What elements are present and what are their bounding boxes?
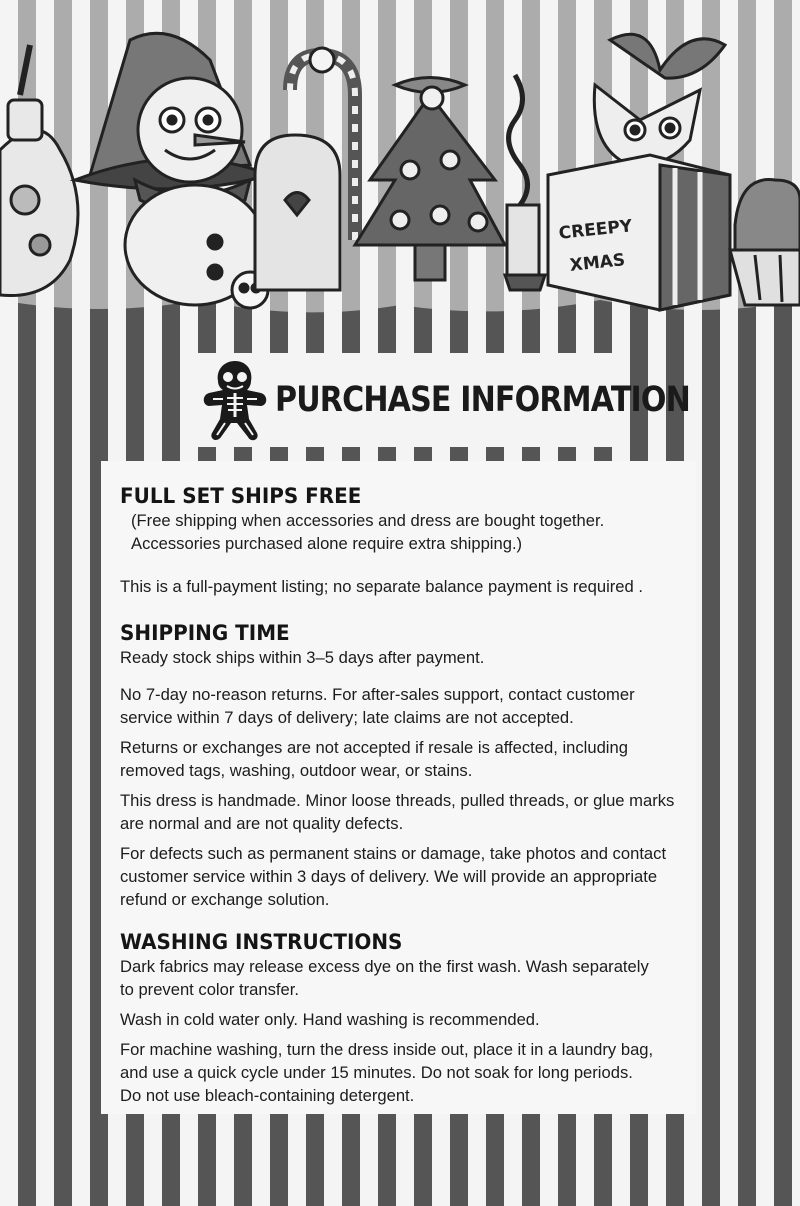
header-illustration	[0, 0, 800, 330]
page-title: PURCHASE INFORMATION	[274, 380, 690, 420]
returns-line1: No 7-day no-reason returns. For after-sales support, contact customer	[120, 685, 635, 704]
skeleton-gingerbread-icon	[201, 357, 269, 443]
cupcake-icon	[730, 180, 800, 305]
tombstone-icon	[255, 135, 340, 290]
handmade-line2: are normal and are not quality defects.	[120, 814, 404, 833]
shipping-free-title: FULL SET SHIPS FREE	[120, 484, 362, 508]
handmade-line1: This dress is handmade. Minor loose threads, pulled threads, or glue marks	[120, 791, 675, 810]
returns-line2: service within 7 days of delivery; late claims are not accepted.	[120, 708, 574, 727]
machine-line2: and use a quick cycle under 15 minutes. Do not soak for long periods.	[120, 1063, 633, 1082]
bleach-text: Do not use bleach-containing detergent.	[120, 1086, 415, 1105]
heading-container	[189, 353, 690, 447]
defects-line3: refund or exchange solution.	[120, 890, 330, 909]
dye-line1: Dark fabrics may release excess dye on the first wash. Wash separately	[120, 957, 649, 976]
cold-water-text: Wash in cold water only. Hand washing is recommended.	[120, 1010, 540, 1029]
defects-line1: For defects such as permanent stains or damage, take photos and contact	[120, 844, 667, 863]
info-card	[101, 461, 696, 1114]
machine-line1: For machine washing, turn the dress inside out, place it in a laundry bag,	[120, 1040, 654, 1059]
washing-title: WASHING INSTRUCTIONS	[120, 930, 403, 954]
resale-line1: Returns or exchanges are not accepted if resale is affected, including	[120, 738, 628, 757]
section-heading	[0, 355, 800, 445]
defects-line2: customer service within 3 days of delivery. We will provide an appropriate	[120, 867, 658, 886]
shipping-note-line2: Accessories purchased alone require extra shipping.)	[131, 534, 523, 553]
full-payment-text: This is a full-payment listing; no separate balance payment is required .	[120, 577, 643, 596]
gift-tag-line1: CREEPY	[557, 216, 634, 244]
ready-stock-text: Ready stock ships within 3–5 days after payment.	[120, 648, 485, 667]
dye-line2: to prevent color transfer.	[120, 980, 299, 999]
shipping-note-line1: (Free shipping when accessories and dress are bought together.	[131, 511, 605, 530]
gift-tag-line2: XMAS	[568, 250, 627, 276]
shipping-time-title: SHIPPING TIME	[120, 621, 290, 645]
resale-line2: removed tags, washing, outdoor wear, or stains.	[120, 761, 473, 780]
